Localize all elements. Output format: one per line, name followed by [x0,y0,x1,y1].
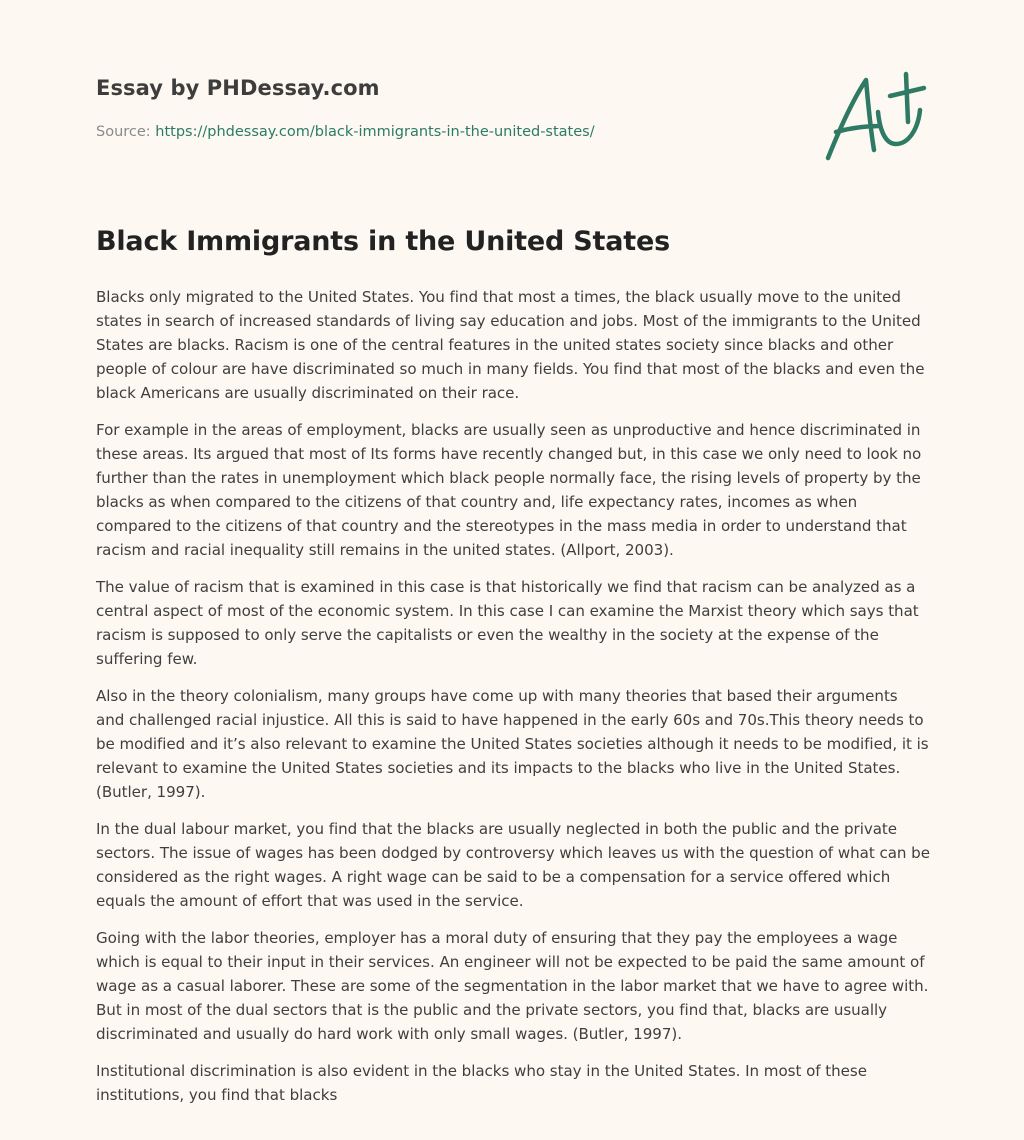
essay-paragraph: For example in the areas of employment, blacks are usually seen as unproductive and hence discriminated in these areas. Its argued that most of Its forms have recently changed but, in this case we only need to look no further than the rates in unemployment which black people normally face, the rising levels of property by the blacks as when compared to the citizens of that country and, life expectancy rates, incomes as when compared to the citizens of that country and the stereotypes in the mass media in order to understand that racism and racial inequality still remains in the united states. (Allport, 2003). [96,421,922,559]
essay-paragraph: Also in the theory colonialism, many groups have come up with many theories that based their arguments and challenged racial injustice. All this is said to have happened in the early 60s and 70s.This theory needs to be modified and it’s also relevant to examine the United States societies although it needs to be modified, it is relevant to examine the United States societies and its impacts to the blacks who live in the United States. (Butler, 1997). [96,687,929,801]
essay-paragraph: Blacks only migrated to the United States. You find that most a times, the black usually move to the united states in search of increased standards of living say education and jobs. Most of the immigrants to the United States are blacks. Racism is one of the central features in the united states society since blacks and other people of colour are have discriminated so much in many fields. You find that most of the blacks and even the black Americans are usually discriminated on their race. [96,288,925,402]
essay-paragraph: Institutional discrimination is also evident in the blacks who stay in the United States. In most of these institutions, you find that blacks [96,1062,867,1104]
a-plus-logo-icon [820,66,930,166]
brand-title: Essay by PHDessay.com [96,76,380,100]
essay-body [96,285,930,1120]
source-link[interactable]: https://phdessay.com/black-immigrants-in-the-united-states/ [155,124,595,140]
essay-paragraph: Going with the labor theories, employer has a moral duty of ensuring that they pay the employees a wage which is equal to their input in their services. An engineer will not be expected to be paid the same amount of wage as a casual laborer. These are some of the segmentation in the labor market that we have to agree with. But in most of the dual sectors that is the public and the private sectors, you find that, blacks are usually discriminated and usually do hard work with only small wages. (Butler, 1997). [96,929,929,1043]
essay-title: Black Immigrants in the United States [96,226,670,257]
header [96,76,796,140]
source-line [96,124,796,140]
a-plus-logo [820,66,930,166]
source-label: Source: [96,124,156,140]
essay-paragraph: The value of racism that is examined in this case is that historically we find that racism can be analyzed as a central aspect of most of the economic system. In this case I can examine the Marxist theory which says that racism is supposed to only serve the capitalists or even the wealthy in the society at the expense of the suffering few. [96,578,919,668]
essay-paragraph: In the dual labour market, you find that the blacks are usually neglected in both the public and the private sectors. The issue of wages has been dodged by controversy which leaves us with the question of what can be considered as the right wages. A right wage can be said to be a compensation for a service offered which equals the amount of effort that was used in the service. [96,820,930,910]
